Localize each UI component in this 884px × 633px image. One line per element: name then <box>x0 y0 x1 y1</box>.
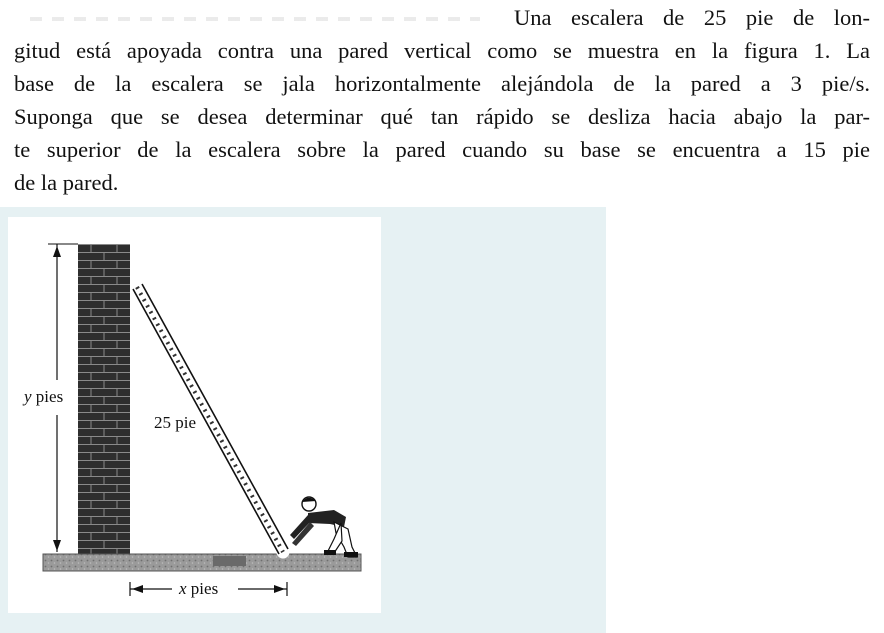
figure-panel <box>0 207 606 633</box>
x-arrow-right <box>274 585 285 593</box>
brick-wall <box>78 244 130 554</box>
y-label <box>22 387 63 406</box>
x-arrow-left <box>132 585 143 593</box>
problem-line-3: base de la escalera se jala horizontalmente alejándola de la pared a 3 pie/s. <box>14 71 870 96</box>
problem-line-4: Suponga que se desea determinar qué tan rápido se desliza hacia abajo la par- <box>14 104 870 129</box>
problem-line-2: gitud está apoyada contra una pared vertical como se muestra en la figura 1. La <box>14 38 870 63</box>
problem-line-1: Una escalera de 25 pie de lon- <box>514 5 870 30</box>
x-label-unit: pies <box>186 579 219 598</box>
problem-line-6: de la pared. <box>14 170 119 195</box>
y-arrow-up <box>53 246 61 257</box>
problem-line-5: te superior de la escalera sobre la pared cuando su base se encuentra a 15 pie <box>14 137 870 162</box>
ground-patch <box>213 556 246 566</box>
ladder-diagram <box>8 217 381 613</box>
x-label-var: x <box>179 579 187 598</box>
y-arrow-down <box>53 540 61 551</box>
problem-statement <box>14 0 870 198</box>
y-label-var: y <box>24 387 32 406</box>
ground-strip <box>43 554 361 571</box>
person-figure <box>290 497 358 557</box>
figure-1 <box>8 217 381 613</box>
y-label-unit: pies <box>31 387 64 406</box>
x-label <box>178 579 218 598</box>
ladder-length-label: 25 pie <box>154 413 197 432</box>
